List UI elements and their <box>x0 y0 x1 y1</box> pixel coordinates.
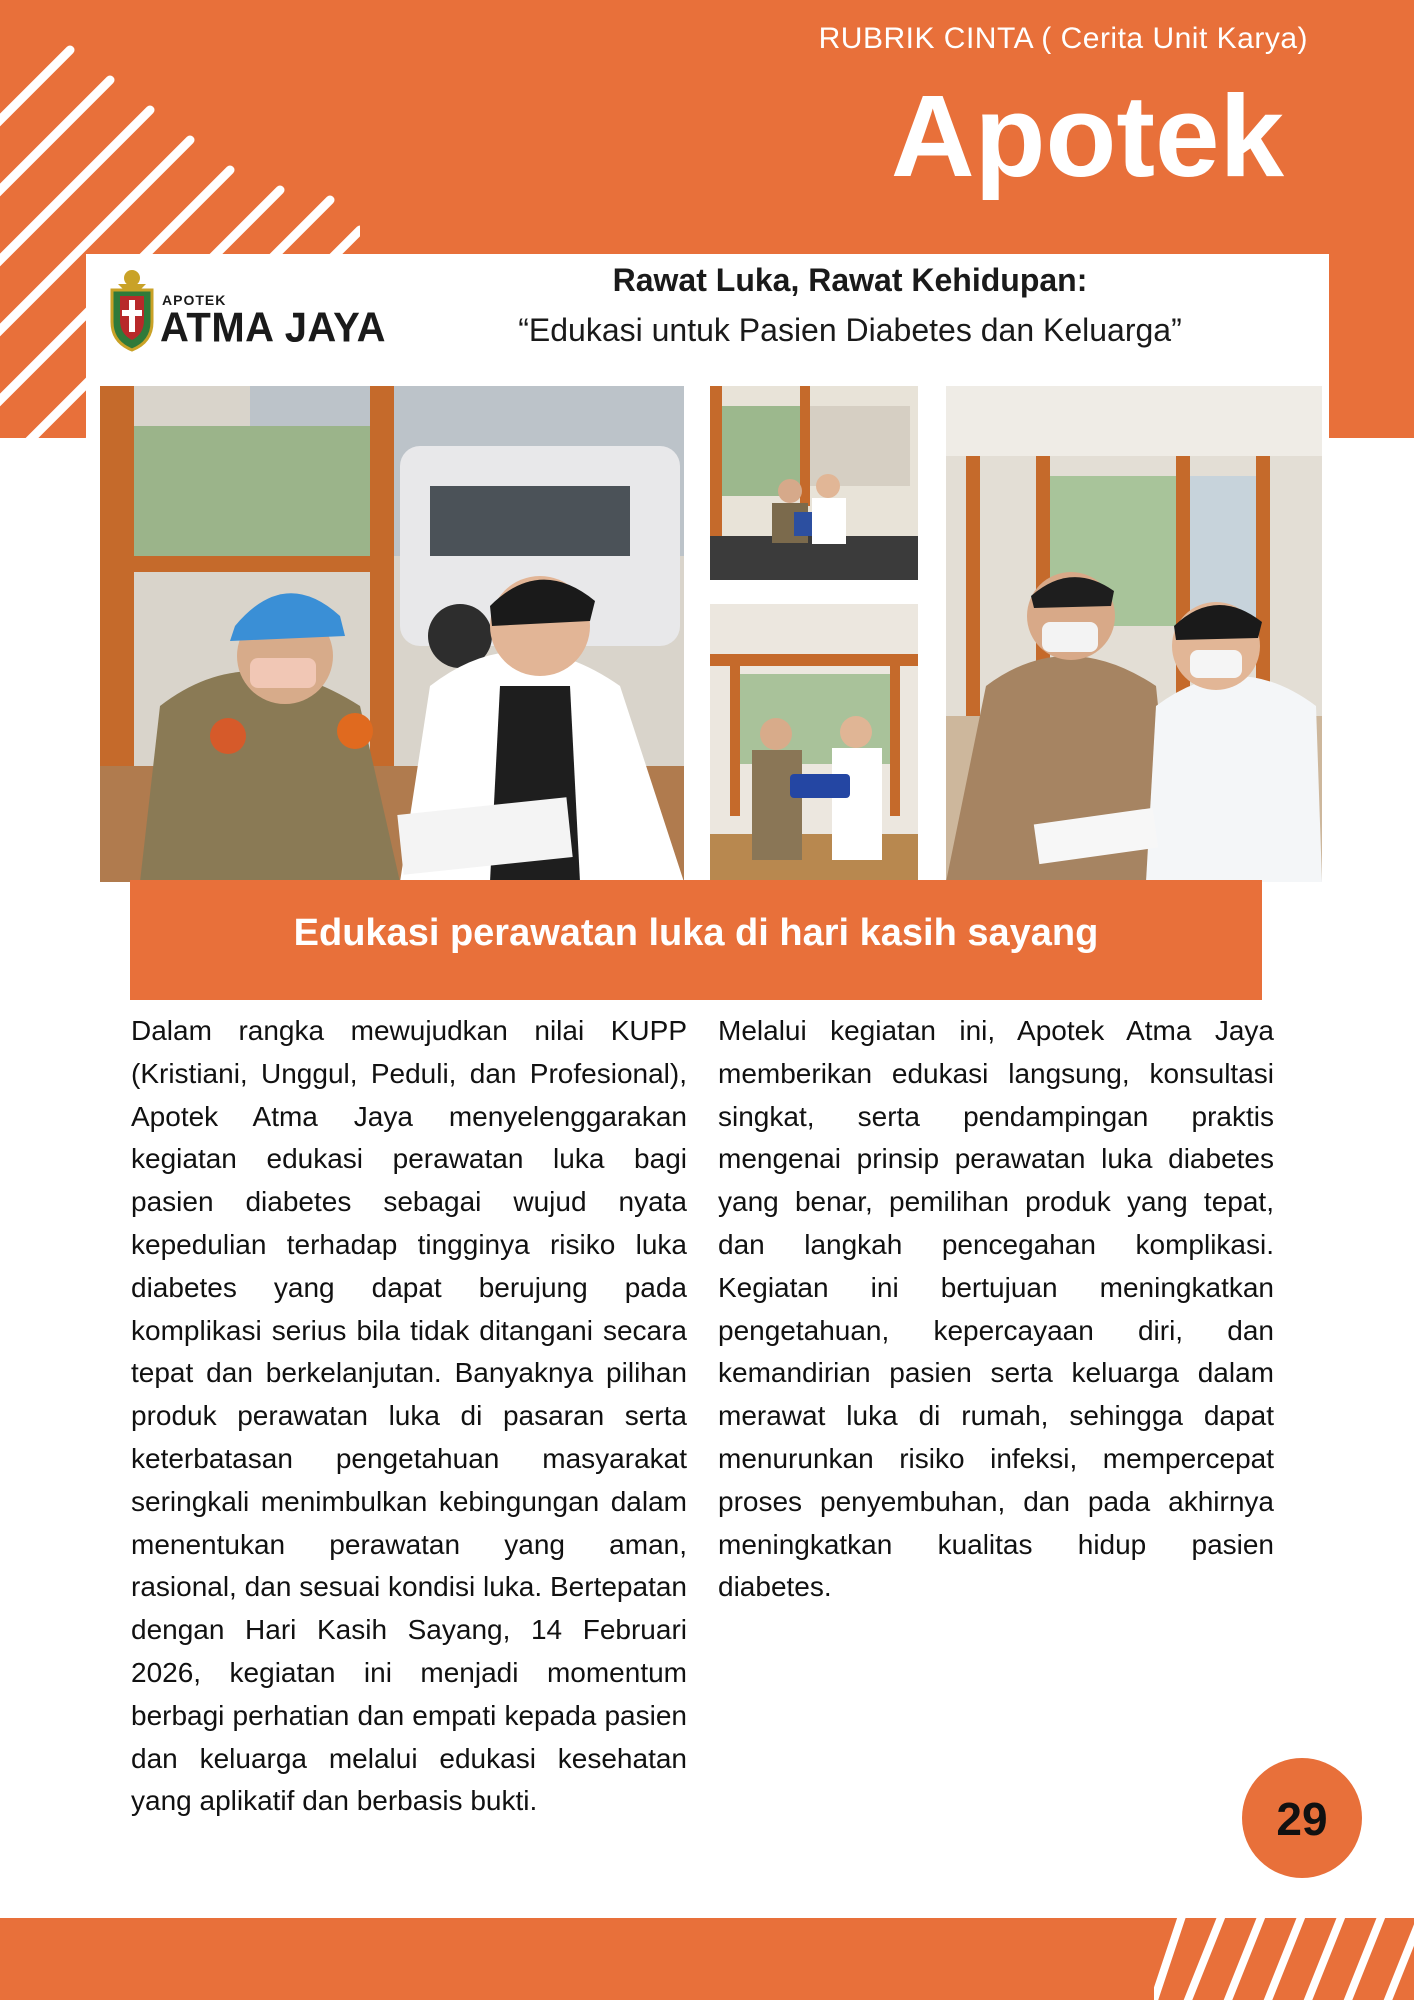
logo-name: ATMA JAYA <box>160 304 387 352</box>
page-number-badge <box>1242 1758 1362 1878</box>
page-number: 29 <box>1276 1793 1328 1845</box>
section-banner <box>130 880 1262 1000</box>
logo-small-label: APOTEK <box>162 292 227 308</box>
article-column-right: Melalui kegiatan ini, Apotek Atma Jaya memberikan edukasi langsung, konsultasi singkat, serta pendampingan praktis mengenai prinsip perawatan luka diabetes yang benar, pemilihan produk yang tepat, dan langkah pencegahan komplikasi. Kegiatan ini bertujuan meningkatkan pengetahuan, kepercayaan diri, dan kemandirian pasien serta keluarga dalam merawat luka di rumah, sehingga dapat menurunkan risiko infeksi, mempercepat proses penyembuhan, dan pada akhirnya meningkatkan kualitas hidup pasien diabetes. <box>718 1015 1274 1603</box>
card-subtitle: “Edukasi untuk Pasien Diabetes dan Keluarga” <box>518 312 1182 348</box>
page-title: Apotek <box>890 71 1284 201</box>
card-title: Rawat Luka, Rawat Kehidupan: <box>612 262 1088 298</box>
rubric-label: RUBRIK CINTA ( Cerita Unit Karya) <box>818 22 1308 55</box>
article-column-left: Dalam rangka mewujudkan nilai KUPP (Kristiani, Unggul, Peduli, dan Profesional), Apotek Atma Jaya menyelenggarakan kegiatan edukasi perawatan luka bagi pasien diabetes sebagai wujud nyata kepedulian terhadap tingginya risiko luka diabetes yang dapat berujung pada komplikasi serius bila tidak ditangani secara tepat dan berkelanjutan. Banyaknya pilihan produk perawatan luka di pasaran serta keterbatasan pengetahuan masyarakat seringkali menimbulkan kebingungan dalam menentukan perawatan yang aman, rasional, dan sesuai kondisi luka. Bertepatan dengan Hari Kasih Sayang, 14 Februari 2026, kegiatan ini menjadi momentum berbagi perhatian dan empati kepada pasien dan keluarga melalui edukasi kesehatan yang aplikatif dan berbasis bukti. <box>131 1015 687 1817</box>
photo-product-handover <box>710 604 918 882</box>
decorative-stripes-bottom-right <box>1154 1910 1414 2000</box>
photo-patient-consultation <box>100 386 684 882</box>
photo-seated-group <box>710 386 918 580</box>
banner-heading: Edukasi perawatan luka di hari kasih sayang <box>293 912 1099 954</box>
photo-staff-consultation <box>946 386 1322 882</box>
